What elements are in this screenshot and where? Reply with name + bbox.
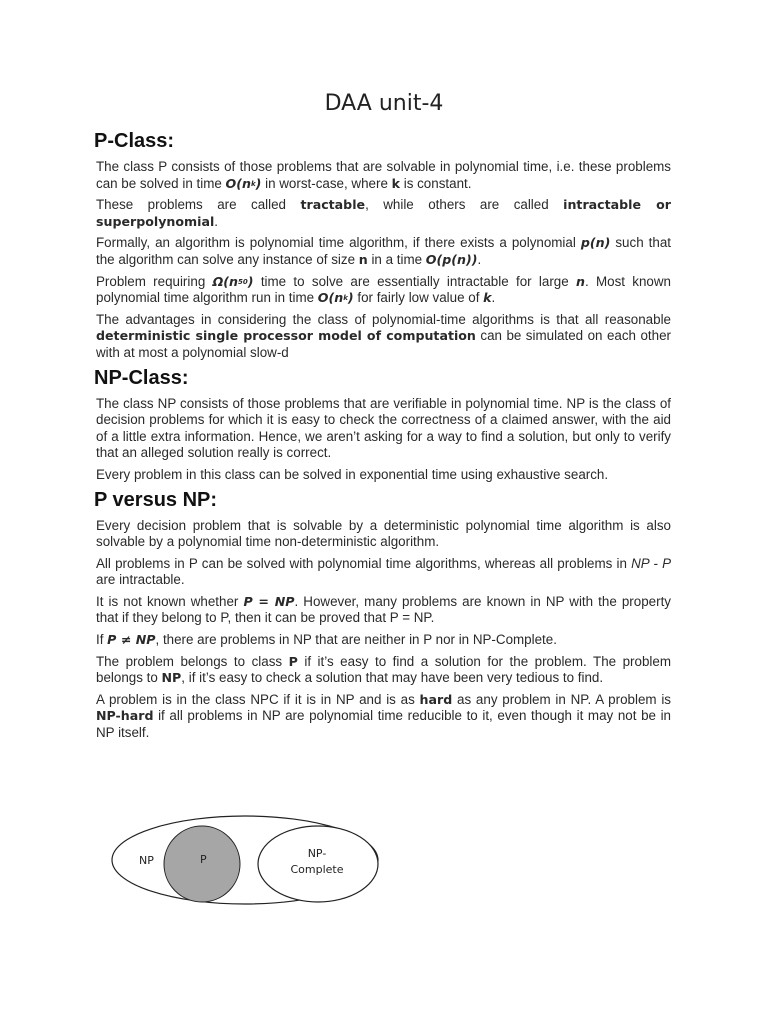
document-body [96,130,671,747]
section-heading-p-class: P-Class: [94,130,175,152]
paragraph: Problem requiring $\Omega(n_{50})$ time to solve are essentially intractable for large n. Most known polynomial time algorithm run in time $O(n_k)$ for fairly low value of k. [96,273,671,306]
paragraph: A problem is in the class NPC if it is in NP and is as hard as any problem in NP. A problem is NP-hard if all problems in NP are polynomial time reducible to it, even though it may not be in NP itself. [96,691,671,741]
paragraph: The class P consists of those problems that are solvable in polynomial time, i.e. these problems can be solved in time $O(n_k)$ in worst-case, where k is constant. [96,159,671,191]
p-label: P [200,853,207,866]
paragraph: These problems are called tractable, while others are called intractable or superpolynomial. [96,197,671,229]
section-heading-np-class: NP-Class: [94,366,189,389]
paragraph: The class NP consists of those problems that are verifiable in polynomial time. NP is the class of decision problems for which it is easy to check the correctness of a claimed answer, with the aid of a little extra information. Hence, we aren’t asking for a way to find a solution, but only to verify that an alleged solution really is correct. [96,395,671,461]
complexity-class-diagram [110,812,385,908]
np-complete-label-line1: NP- [307,847,327,860]
page-title: DAA unit-4 [324,91,444,116]
paragraph: Every problem in this class can be solved in exponential time using exhaustive search. [96,466,609,482]
paragraph: If P ≠ NP, there are problems in NP that are neither in P nor in NP-Complete. [96,632,557,648]
section-heading-p-versus-np: P versus NP: [94,488,218,511]
paragraph: Formally, an algorithm is polynomial time algorithm, if there exists a polynomial p(n) such that the algorithm can solve any instance of size n in a time O(p(n)). [96,235,671,267]
np-label: NP [139,854,154,867]
paragraph: The advantages in considering the class of polynomial-time algorithms is that all reasonable deterministic single processor model of computation can be simulated on each other with at most a polynomial slow-d [96,311,671,360]
paragraph: It is not known whether P = NP. However, many problems are known in NP with the property that if they belong to P, then it can be proved that P = NP. [96,593,671,626]
paragraph: Every decision problem that is solvable by a deterministic polynomial time algorithm is also solvable by a polynomial time non-deterministic algorithm. [96,517,671,550]
paragraph: The problem belongs to class P if it’s easy to find a solution for the problem. The problem belongs to NP, if it’s easy to check a solution that may have been very tedious to find. [96,653,671,686]
paragraph: All problems in P can be solved with polynomial time algorithms, whereas all problems in NP - P are intractable. [96,555,672,588]
np-complete-label-line2: Complete [290,863,344,876]
